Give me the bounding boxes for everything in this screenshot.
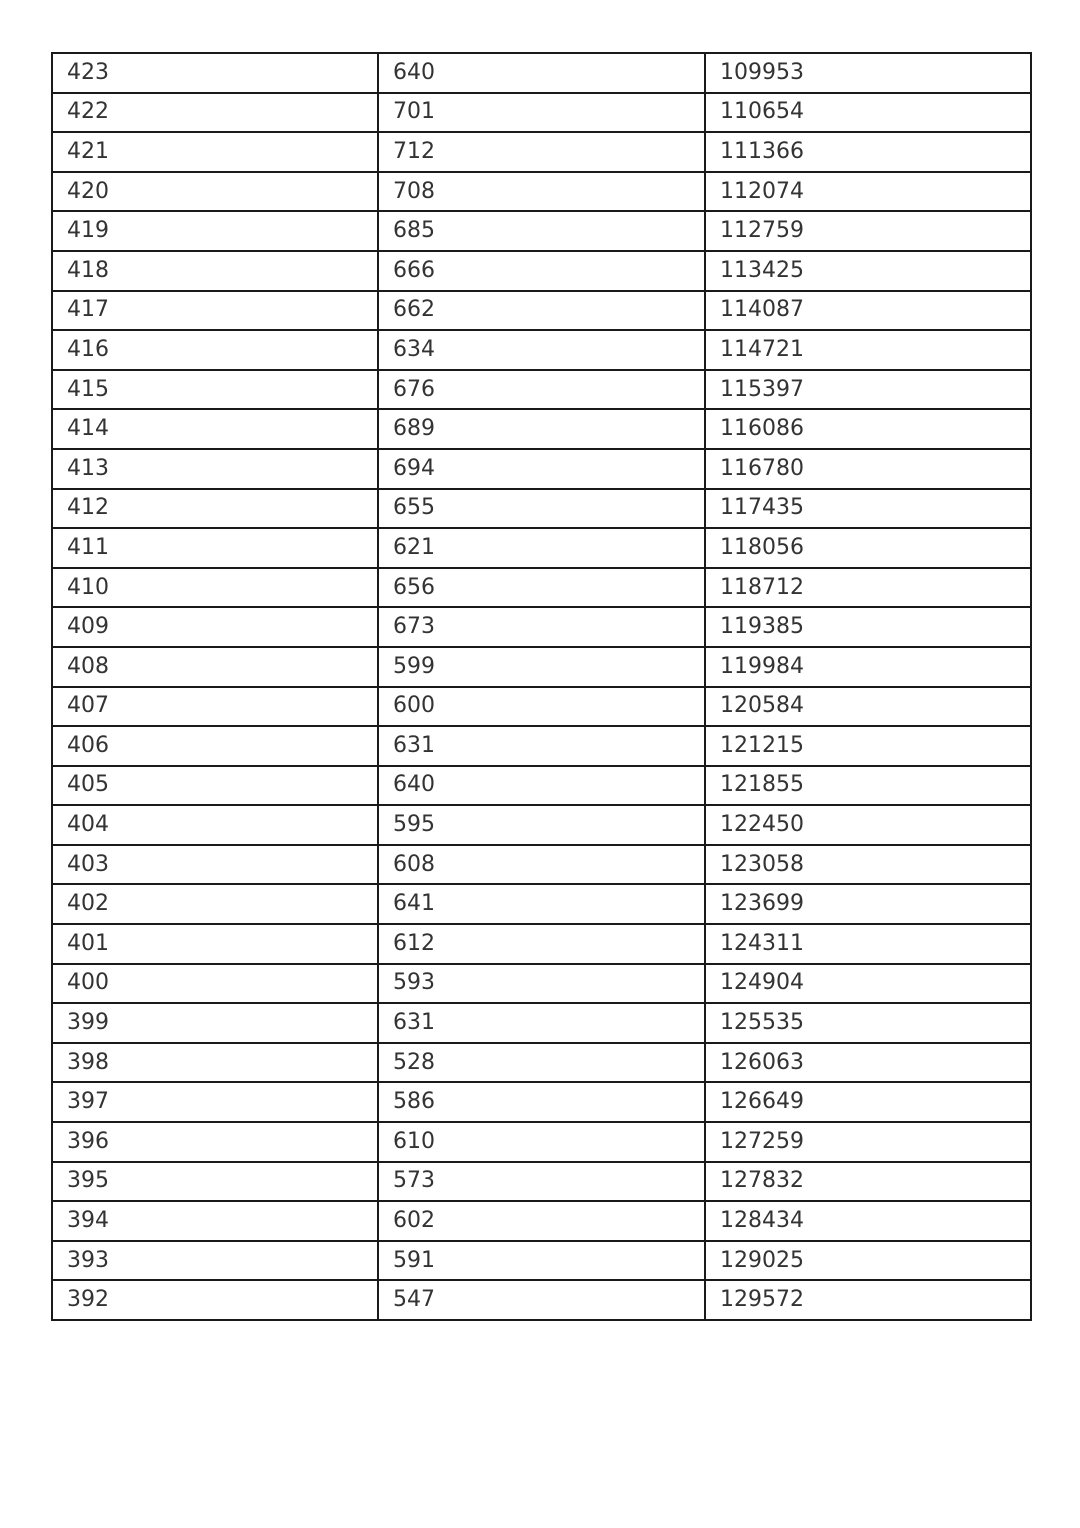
count-cell: 634 xyxy=(378,330,705,370)
count-cell: 528 xyxy=(378,1043,705,1083)
count-cell: 631 xyxy=(378,726,705,766)
count-cell: 708 xyxy=(378,172,705,212)
count-cell: 694 xyxy=(378,449,705,489)
score-cell: 406 xyxy=(52,726,378,766)
cumulative-cell: 112759 xyxy=(705,211,1031,251)
score-table xyxy=(51,52,1032,1321)
table-row xyxy=(52,211,1031,251)
score-cell: 412 xyxy=(52,489,378,529)
table-row xyxy=(52,330,1031,370)
count-cell: 673 xyxy=(378,607,705,647)
table-row xyxy=(52,53,1031,93)
cumulative-cell: 113425 xyxy=(705,251,1031,291)
cumulative-cell: 120584 xyxy=(705,687,1031,727)
count-cell: 631 xyxy=(378,1003,705,1043)
table-row xyxy=(52,1082,1031,1122)
cumulative-cell: 114721 xyxy=(705,330,1031,370)
score-cell: 396 xyxy=(52,1122,378,1162)
table-row xyxy=(52,1122,1031,1162)
table-row xyxy=(52,528,1031,568)
count-cell: 621 xyxy=(378,528,705,568)
score-cell: 423 xyxy=(52,53,378,93)
score-cell: 402 xyxy=(52,884,378,924)
table-row xyxy=(52,93,1031,133)
score-cell: 395 xyxy=(52,1162,378,1202)
score-cell: 413 xyxy=(52,449,378,489)
count-cell: 595 xyxy=(378,805,705,845)
score-cell: 398 xyxy=(52,1043,378,1083)
count-cell: 712 xyxy=(378,132,705,172)
score-cell: 418 xyxy=(52,251,378,291)
cumulative-cell: 128434 xyxy=(705,1201,1031,1241)
count-cell: 655 xyxy=(378,489,705,529)
score-cell: 411 xyxy=(52,528,378,568)
cumulative-cell: 123058 xyxy=(705,845,1031,885)
table-row xyxy=(52,370,1031,410)
score-cell: 414 xyxy=(52,409,378,449)
table-row xyxy=(52,647,1031,687)
score-cell: 401 xyxy=(52,924,378,964)
cumulative-cell: 114087 xyxy=(705,291,1031,331)
table-row xyxy=(52,1241,1031,1281)
cumulative-cell: 119984 xyxy=(705,647,1031,687)
count-cell: 689 xyxy=(378,409,705,449)
cumulative-cell: 127832 xyxy=(705,1162,1031,1202)
score-cell: 404 xyxy=(52,805,378,845)
table-row xyxy=(52,845,1031,885)
table-row xyxy=(52,884,1031,924)
count-cell: 591 xyxy=(378,1241,705,1281)
count-cell: 547 xyxy=(378,1280,705,1320)
table-row xyxy=(52,132,1031,172)
score-cell: 405 xyxy=(52,766,378,806)
count-cell: 676 xyxy=(378,370,705,410)
cumulative-cell: 129025 xyxy=(705,1241,1031,1281)
cumulative-cell: 129572 xyxy=(705,1280,1031,1320)
score-cell: 408 xyxy=(52,647,378,687)
score-cell: 397 xyxy=(52,1082,378,1122)
count-cell: 640 xyxy=(378,766,705,806)
table-row xyxy=(52,1003,1031,1043)
table-row xyxy=(52,1280,1031,1320)
score-cell: 393 xyxy=(52,1241,378,1281)
score-cell: 420 xyxy=(52,172,378,212)
cumulative-cell: 127259 xyxy=(705,1122,1031,1162)
cumulative-cell: 116780 xyxy=(705,449,1031,489)
table-row xyxy=(52,687,1031,727)
score-cell: 416 xyxy=(52,330,378,370)
score-cell: 399 xyxy=(52,1003,378,1043)
table-row xyxy=(52,805,1031,845)
table-row xyxy=(52,251,1031,291)
cumulative-cell: 124904 xyxy=(705,964,1031,1004)
count-cell: 612 xyxy=(378,924,705,964)
cumulative-cell: 125535 xyxy=(705,1003,1031,1043)
count-cell: 608 xyxy=(378,845,705,885)
count-cell: 593 xyxy=(378,964,705,1004)
score-table-body xyxy=(52,53,1031,1320)
score-cell: 409 xyxy=(52,607,378,647)
table-row xyxy=(52,726,1031,766)
table-row xyxy=(52,1162,1031,1202)
score-cell: 392 xyxy=(52,1280,378,1320)
table-row xyxy=(52,964,1031,1004)
table-row xyxy=(52,607,1031,647)
cumulative-cell: 109953 xyxy=(705,53,1031,93)
table-row xyxy=(52,449,1031,489)
cumulative-cell: 123699 xyxy=(705,884,1031,924)
score-cell: 421 xyxy=(52,132,378,172)
count-cell: 640 xyxy=(378,53,705,93)
table-row xyxy=(52,1043,1031,1083)
cumulative-cell: 119385 xyxy=(705,607,1031,647)
cumulative-cell: 115397 xyxy=(705,370,1031,410)
table-row xyxy=(52,409,1031,449)
count-cell: 573 xyxy=(378,1162,705,1202)
count-cell: 662 xyxy=(378,291,705,331)
table-row xyxy=(52,924,1031,964)
count-cell: 600 xyxy=(378,687,705,727)
score-cell: 422 xyxy=(52,93,378,133)
table-row xyxy=(52,766,1031,806)
cumulative-cell: 122450 xyxy=(705,805,1031,845)
count-cell: 685 xyxy=(378,211,705,251)
score-cell: 419 xyxy=(52,211,378,251)
score-cell: 417 xyxy=(52,291,378,331)
count-cell: 599 xyxy=(378,647,705,687)
count-cell: 656 xyxy=(378,568,705,608)
count-cell: 610 xyxy=(378,1122,705,1162)
cumulative-cell: 116086 xyxy=(705,409,1031,449)
count-cell: 586 xyxy=(378,1082,705,1122)
cumulative-cell: 111366 xyxy=(705,132,1031,172)
cumulative-cell: 126063 xyxy=(705,1043,1031,1083)
score-cell: 403 xyxy=(52,845,378,885)
count-cell: 602 xyxy=(378,1201,705,1241)
cumulative-cell: 117435 xyxy=(705,489,1031,529)
count-cell: 641 xyxy=(378,884,705,924)
count-cell: 666 xyxy=(378,251,705,291)
table-row xyxy=(52,1201,1031,1241)
cumulative-cell: 112074 xyxy=(705,172,1031,212)
table-row xyxy=(52,568,1031,608)
table-row xyxy=(52,172,1031,212)
cumulative-cell: 126649 xyxy=(705,1082,1031,1122)
score-cell: 415 xyxy=(52,370,378,410)
score-cell: 407 xyxy=(52,687,378,727)
cumulative-cell: 121215 xyxy=(705,726,1031,766)
score-cell: 394 xyxy=(52,1201,378,1241)
cumulative-cell: 110654 xyxy=(705,93,1031,133)
score-cell: 400 xyxy=(52,964,378,1004)
table-row xyxy=(52,291,1031,331)
count-cell: 701 xyxy=(378,93,705,133)
cumulative-cell: 118712 xyxy=(705,568,1031,608)
score-cell: 410 xyxy=(52,568,378,608)
cumulative-cell: 124311 xyxy=(705,924,1031,964)
table-row xyxy=(52,489,1031,529)
cumulative-cell: 118056 xyxy=(705,528,1031,568)
cumulative-cell: 121855 xyxy=(705,766,1031,806)
